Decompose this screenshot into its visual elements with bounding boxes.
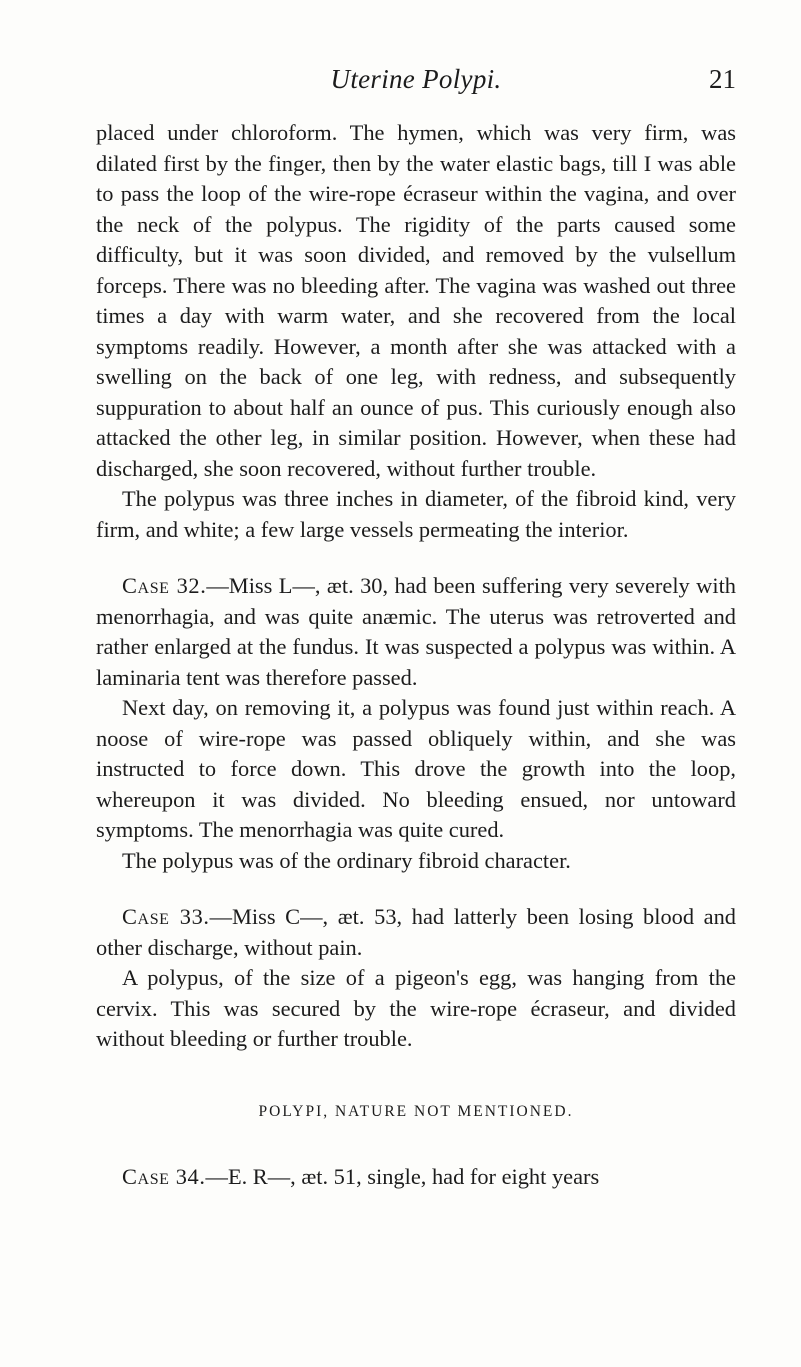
running-title: Uterine Polypi. <box>330 64 502 94</box>
case-32-paragraph-2: Next day, on removing it, a polypus was found just within reach. A noose of wire-rope was passed obliquely within, and she was instructed to force down. This drove the growth into the loop, whereupon it was divided. No bleeding ensued, nor untoward symptoms. The menorrhagia was quite cured. <box>96 695 736 842</box>
case-32-paragraph-3: The polypus was of the ordinary fibroid character. <box>122 847 571 873</box>
case-34-label: Case 34. <box>122 1163 206 1189</box>
case-33-paragraph <box>96 902 736 963</box>
case-33-paragraph-2: A polypus, of the size of a pigeon's egg, was hanging from the cervix. This was secured by the wire-rope écraseur, and divided without bleeding or further trouble. <box>96 965 736 1051</box>
running-head <box>96 0 736 118</box>
paragraph-polypus-description: The polypus was three inches in diameter, of the fibroid kind, very firm, and white; a few large vessels permeating the interior. <box>96 486 736 542</box>
case-33-label: Case 33. <box>122 904 210 929</box>
case-32-text: —Miss L—, æt. 30, had been suffering very severely with menorrhagia, and was quite anæmic. The uterus was retroverted and rather enlarged at the fundus. It was suspected a polypus was within. A laminaria tent was therefore passed. <box>96 573 736 690</box>
case-34-paragraph <box>96 1162 736 1193</box>
case-32-label: Case 32. <box>122 573 207 598</box>
paragraph-continued: placed under chloroform. The hymen, which was very firm, was dilated first by the finger, then by the water elastic bags, till I was able to pass the loop of the wire-rope écraseur within the vagina, and over the neck of the polypus. The rigidity of the parts caused some difficulty, but it was soon divided, and removed by the vulsellum forceps. There was no bleeding after. The vagina was washed out three times a day with warm water, and she recovered from the local symptoms readily. However, a month after she was attacked with a swelling on the back of one leg, with redness, and subsequently suppuration to about half an ounce of pus. This curiously enough also attacked the other leg, in similar position. However, when these had discharged, she soon recovered, without further trouble. <box>96 120 736 481</box>
page-number: 21 <box>709 64 736 94</box>
section-heading: POLYPI, NATURE NOT MENTIONED. <box>258 1102 574 1120</box>
body-text <box>96 118 736 1192</box>
case-34-text: —E. R—, æt. 51, single, had for eight years <box>205 1163 600 1189</box>
book-page <box>96 0 736 1192</box>
case-32-paragraph <box>96 571 736 693</box>
case-33-text: —Miss C—, æt. 53, had latterly been losing blood and other discharge, without pain. <box>96 904 736 960</box>
